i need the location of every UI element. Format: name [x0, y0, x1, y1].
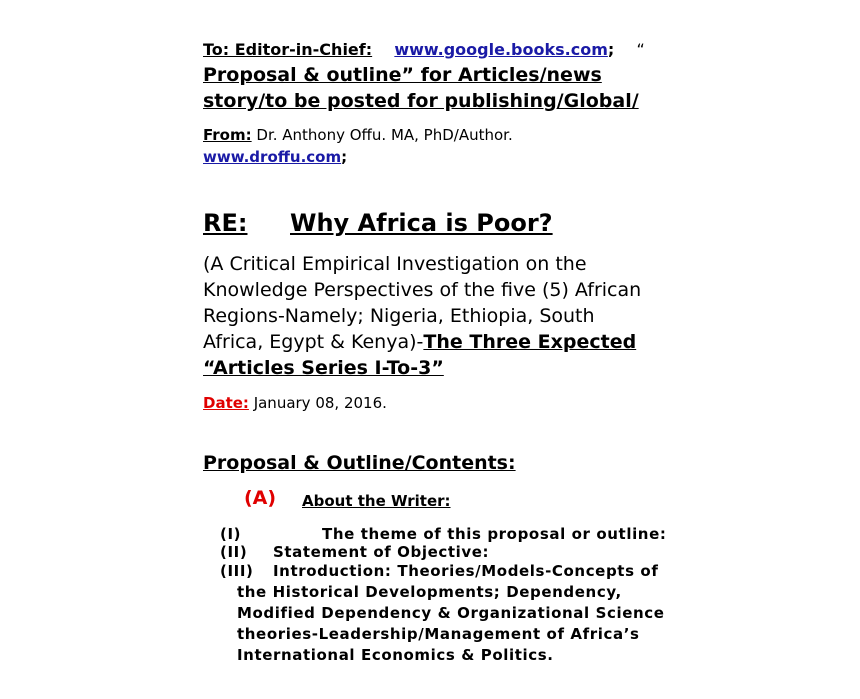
subtitle-line-3: Regions-Namely; Nigeria, Ethiopia, South [203, 305, 595, 327]
re-label: RE: [203, 209, 248, 237]
series-title-part-2: “Articles Series I-To-3” [203, 357, 444, 379]
list-item-text: Introduction: Theories/Models-Concepts of [273, 562, 659, 580]
quote-open: “ [636, 40, 645, 59]
from-value: Dr. Anthony Offu. MA, PhD/Author. [251, 126, 513, 144]
section-marker: (A) [244, 487, 277, 509]
subtitle-line-2: Knowledge Perspectives of the five (5) African [203, 279, 642, 301]
to-separator: ; [607, 40, 615, 59]
list-item-text: The theme of this proposal or outline: [322, 525, 667, 543]
document-title: Why Africa is Poor? [290, 209, 553, 237]
series-title-part-1: The Three Expected [423, 331, 637, 353]
google-books-link[interactable]: www.google.books.com [394, 40, 608, 59]
list-item-marker: (II) [220, 543, 248, 561]
date-line [203, 394, 387, 412]
outline-heading: Proposal & Outline/Contents: [203, 452, 516, 474]
list-item-marker: (I) [220, 525, 242, 543]
date-label: Date: [203, 394, 249, 412]
list-item-marker: (III) [220, 562, 254, 580]
proposal-line-1: Proposal & outline” for Articles/news [203, 64, 602, 86]
subtitle-line-1: (A Critical Empirical Investigation on the [203, 253, 587, 275]
to-line [203, 40, 645, 59]
subtitle-line-4 [203, 331, 636, 353]
subtitle-line-4-text: Africa, Egypt & Kenya)- [203, 331, 424, 353]
to-label: To: Editor-in-Chief: [203, 40, 373, 59]
droffu-link[interactable]: www.droffu.com [203, 148, 342, 166]
list-continuation-line: theories-Leadership/Management of Africa’s [237, 625, 640, 643]
proposal-line-2: story/to be posted for publishing/Global/ [203, 90, 639, 112]
section-title: About the Writer: [302, 492, 451, 510]
from-label: From: [203, 126, 252, 144]
list-item-text: Statement of Objective: [273, 543, 490, 561]
from-line [203, 126, 513, 144]
list-continuation-line: International Economics & Politics. [237, 646, 554, 664]
list-continuation-line: the Historical Developments; Dependency, [237, 583, 622, 601]
date-value: January 08, 2016. [248, 394, 387, 412]
from-link-separator: ; [341, 148, 348, 166]
from-link-line [203, 148, 347, 166]
list-continuation-line: Modified Dependency & Organizational Science [237, 604, 665, 622]
